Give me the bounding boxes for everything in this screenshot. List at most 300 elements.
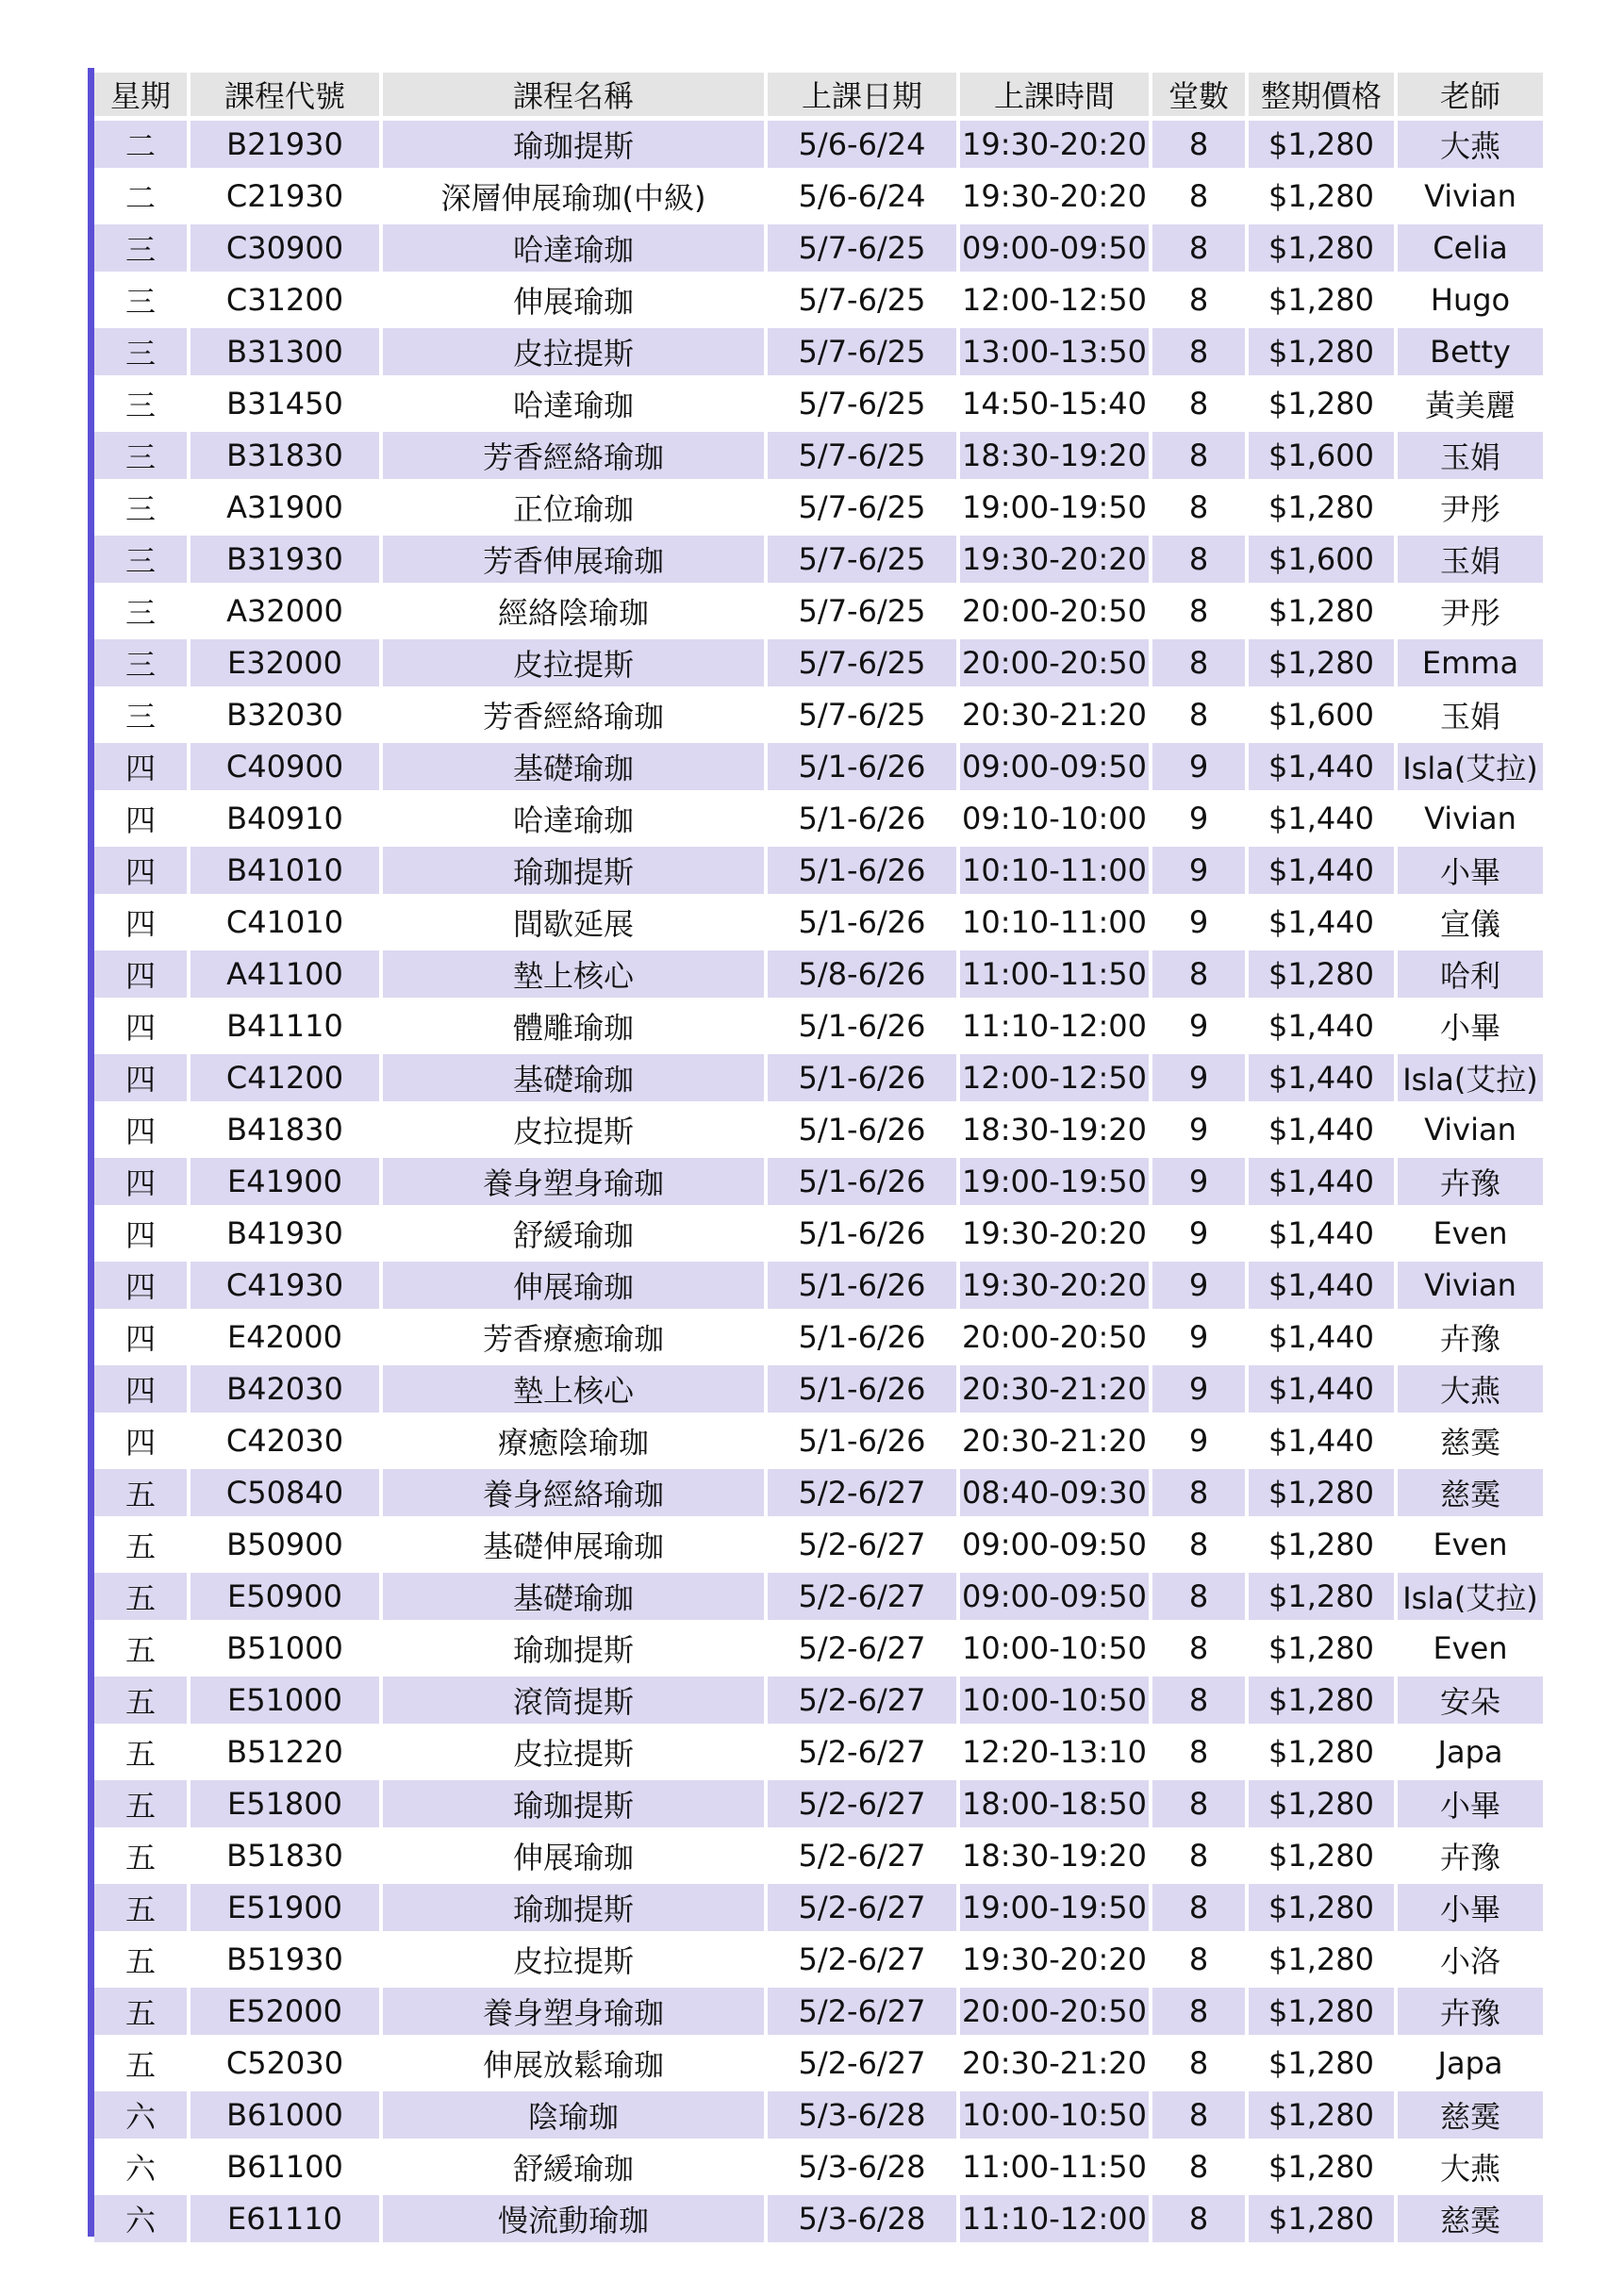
weekday-cell: 四 bbox=[94, 1002, 187, 1049]
course-name-cell: 養身經絡瑜珈 bbox=[379, 1469, 764, 1516]
class-time-cell: 08:40-09:30 bbox=[956, 1469, 1149, 1516]
table-row bbox=[94, 639, 1543, 686]
date-range-cell: 5/1-6/26 bbox=[764, 1417, 956, 1464]
session-count-cell: 8 bbox=[1149, 1573, 1245, 1620]
class-time-cell: 11:00-11:50 bbox=[956, 2143, 1149, 2190]
weekday-cell: 二 bbox=[94, 121, 187, 168]
class-time-cell: 09:00-09:50 bbox=[956, 224, 1149, 272]
price-cell: $1,280 bbox=[1245, 484, 1394, 531]
course-name-cell: 滾筒提斯 bbox=[379, 1677, 764, 1724]
price-cell: $1,280 bbox=[1245, 1884, 1394, 1931]
course-name-cell: 皮拉提斯 bbox=[379, 1728, 764, 1776]
teacher-cell: 小畢 bbox=[1394, 1002, 1543, 1049]
session-count-cell: 9 bbox=[1149, 1210, 1245, 1257]
teacher-cell: 安朵 bbox=[1394, 1677, 1543, 1724]
price-cell: $1,280 bbox=[1245, 1988, 1394, 2035]
date-range-cell: 5/2-6/27 bbox=[764, 1884, 956, 1931]
price-cell: $1,280 bbox=[1245, 2143, 1394, 2190]
price-cell: $1,600 bbox=[1245, 691, 1394, 738]
table-row bbox=[94, 1728, 1543, 1776]
date-range-cell: 5/7-6/25 bbox=[764, 639, 956, 686]
teacher-cell: 小畢 bbox=[1394, 847, 1543, 894]
session-count-cell: 8 bbox=[1149, 276, 1245, 323]
session-count-cell: 9 bbox=[1149, 1262, 1245, 1309]
date-range-cell: 5/1-6/26 bbox=[764, 1365, 956, 1412]
table-row bbox=[94, 587, 1543, 635]
class-time-cell: 11:10-12:00 bbox=[956, 2195, 1149, 2242]
course-code-cell: B41010 bbox=[187, 847, 379, 894]
course-name-cell: 基礎伸展瑜珈 bbox=[379, 1521, 764, 1568]
price-cell: $1,280 bbox=[1245, 950, 1394, 998]
header-course-name: 課程名稱 bbox=[379, 73, 764, 116]
price-cell: $1,280 bbox=[1245, 328, 1394, 375]
session-count-cell: 9 bbox=[1149, 1002, 1245, 1049]
weekday-cell: 五 bbox=[94, 1677, 187, 1724]
price-cell: $1,440 bbox=[1245, 1002, 1394, 1049]
date-range-cell: 5/6-6/24 bbox=[764, 121, 956, 168]
session-count-cell: 8 bbox=[1149, 432, 1245, 479]
table-row bbox=[94, 1054, 1543, 1101]
session-count-cell: 8 bbox=[1149, 1988, 1245, 2035]
session-count-cell: 8 bbox=[1149, 950, 1245, 998]
teacher-cell: 尹彤 bbox=[1394, 484, 1543, 531]
class-time-cell: 20:30-21:20 bbox=[956, 2040, 1149, 2087]
table-row bbox=[94, 2195, 1543, 2242]
weekday-cell: 四 bbox=[94, 743, 187, 790]
table-row bbox=[94, 1106, 1543, 1153]
course-name-cell: 墊上核心 bbox=[379, 950, 764, 998]
date-range-cell: 5/7-6/25 bbox=[764, 276, 956, 323]
teacher-cell: 玉娟 bbox=[1394, 536, 1543, 583]
class-time-cell: 12:20-13:10 bbox=[956, 1728, 1149, 1776]
price-cell: $1,440 bbox=[1245, 1210, 1394, 1257]
weekday-cell: 三 bbox=[94, 380, 187, 427]
course-code-cell: C50840 bbox=[187, 1469, 379, 1516]
weekday-cell: 五 bbox=[94, 1832, 187, 1879]
course-code-cell: B32030 bbox=[187, 691, 379, 738]
session-count-cell: 9 bbox=[1149, 743, 1245, 790]
weekday-cell: 六 bbox=[94, 2091, 187, 2139]
table-row bbox=[94, 1002, 1543, 1049]
class-time-cell: 10:10-11:00 bbox=[956, 899, 1149, 946]
course-name-cell: 皮拉提斯 bbox=[379, 328, 764, 375]
course-name-cell: 基礎瑜珈 bbox=[379, 1573, 764, 1620]
course-code-cell: E51000 bbox=[187, 1677, 379, 1724]
date-range-cell: 5/2-6/27 bbox=[764, 1780, 956, 1827]
weekday-cell: 三 bbox=[94, 328, 187, 375]
course-code-cell: B31300 bbox=[187, 328, 379, 375]
price-cell: $1,440 bbox=[1245, 1106, 1394, 1153]
weekday-cell: 五 bbox=[94, 1884, 187, 1931]
course-code-cell: B31830 bbox=[187, 432, 379, 479]
teacher-cell: 慈霙 bbox=[1394, 2195, 1543, 2242]
date-range-cell: 5/1-6/26 bbox=[764, 1262, 956, 1309]
class-time-cell: 18:30-19:20 bbox=[956, 1832, 1149, 1879]
class-time-cell: 10:00-10:50 bbox=[956, 1677, 1149, 1724]
accent-bar bbox=[88, 68, 94, 2237]
table-row bbox=[94, 950, 1543, 998]
course-code-cell: E41900 bbox=[187, 1158, 379, 1205]
session-count-cell: 8 bbox=[1149, 691, 1245, 738]
teacher-cell: 尹彤 bbox=[1394, 587, 1543, 635]
course-name-cell: 伸展瑜珈 bbox=[379, 276, 764, 323]
course-name-cell: 伸展瑜珈 bbox=[379, 1262, 764, 1309]
teacher-cell: Betty bbox=[1394, 328, 1543, 375]
date-range-cell: 5/2-6/27 bbox=[764, 1728, 956, 1776]
class-time-cell: 18:30-19:20 bbox=[956, 1106, 1149, 1153]
course-code-cell: E50900 bbox=[187, 1573, 379, 1620]
class-time-cell: 10:00-10:50 bbox=[956, 1625, 1149, 1672]
table-row bbox=[94, 1521, 1543, 1568]
price-cell: $1,440 bbox=[1245, 899, 1394, 946]
session-count-cell: 9 bbox=[1149, 1054, 1245, 1101]
date-range-cell: 5/2-6/27 bbox=[764, 1625, 956, 1672]
price-cell: $1,280 bbox=[1245, 1521, 1394, 1568]
session-count-cell: 9 bbox=[1149, 1106, 1245, 1153]
header-date-range: 上課日期 bbox=[764, 73, 956, 116]
price-cell: $1,280 bbox=[1245, 639, 1394, 686]
weekday-cell: 三 bbox=[94, 432, 187, 479]
course-name-cell: 瑜珈提斯 bbox=[379, 1625, 764, 1672]
date-range-cell: 5/7-6/25 bbox=[764, 536, 956, 583]
price-cell: $1,280 bbox=[1245, 2195, 1394, 2242]
class-time-cell: 09:10-10:00 bbox=[956, 795, 1149, 842]
teacher-cell: Japa bbox=[1394, 1728, 1543, 1776]
course-name-cell: 瑜珈提斯 bbox=[379, 121, 764, 168]
course-name-cell: 基礎瑜珈 bbox=[379, 1054, 764, 1101]
course-code-cell: B31930 bbox=[187, 536, 379, 583]
course-code-cell: B51930 bbox=[187, 1936, 379, 1983]
weekday-cell: 四 bbox=[94, 795, 187, 842]
date-range-cell: 5/2-6/27 bbox=[764, 1936, 956, 1983]
course-name-cell: 皮拉提斯 bbox=[379, 1106, 764, 1153]
class-time-cell: 18:30-19:20 bbox=[956, 432, 1149, 479]
course-name-cell: 間歇延展 bbox=[379, 899, 764, 946]
teacher-cell: Hugo bbox=[1394, 276, 1543, 323]
table-row bbox=[94, 1262, 1543, 1309]
price-cell: $1,440 bbox=[1245, 847, 1394, 894]
weekday-cell: 四 bbox=[94, 1106, 187, 1153]
course-name-cell: 舒緩瑜珈 bbox=[379, 2143, 764, 2190]
table-row bbox=[94, 1573, 1543, 1620]
course-code-cell: B42030 bbox=[187, 1365, 379, 1412]
price-cell: $1,280 bbox=[1245, 276, 1394, 323]
table-row bbox=[94, 1417, 1543, 1464]
weekday-cell: 三 bbox=[94, 276, 187, 323]
table-row bbox=[94, 1158, 1543, 1205]
class-time-cell: 13:00-13:50 bbox=[956, 328, 1149, 375]
date-range-cell: 5/7-6/25 bbox=[764, 380, 956, 427]
header-teacher: 老師 bbox=[1394, 73, 1543, 116]
course-code-cell: A32000 bbox=[187, 587, 379, 635]
course-name-cell: 瑜珈提斯 bbox=[379, 1780, 764, 1827]
session-count-cell: 8 bbox=[1149, 173, 1245, 220]
course-code-cell: C52030 bbox=[187, 2040, 379, 2087]
teacher-cell: 卉豫 bbox=[1394, 1313, 1543, 1361]
weekday-cell: 三 bbox=[94, 639, 187, 686]
teacher-cell: Even bbox=[1394, 1210, 1543, 1257]
course-code-cell: B50900 bbox=[187, 1521, 379, 1568]
price-cell: $1,440 bbox=[1245, 1365, 1394, 1412]
weekday-cell: 三 bbox=[94, 536, 187, 583]
session-count-cell: 8 bbox=[1149, 224, 1245, 272]
course-name-cell: 哈達瑜珈 bbox=[379, 380, 764, 427]
course-name-cell: 陰瑜珈 bbox=[379, 2091, 764, 2139]
course-name-cell: 瑜珈提斯 bbox=[379, 847, 764, 894]
class-time-cell: 12:00-12:50 bbox=[956, 1054, 1149, 1101]
date-range-cell: 5/1-6/26 bbox=[764, 1106, 956, 1153]
weekday-cell: 五 bbox=[94, 1625, 187, 1672]
date-range-cell: 5/3-6/28 bbox=[764, 2195, 956, 2242]
teacher-cell: 玉娟 bbox=[1394, 691, 1543, 738]
course-code-cell: B61100 bbox=[187, 2143, 379, 2190]
table-row bbox=[94, 276, 1543, 323]
class-time-cell: 19:30-20:20 bbox=[956, 1210, 1149, 1257]
price-cell: $1,280 bbox=[1245, 1469, 1394, 1516]
teacher-cell: 哈利 bbox=[1394, 950, 1543, 998]
class-time-cell: 20:00-20:50 bbox=[956, 587, 1149, 635]
weekday-cell: 四 bbox=[94, 1313, 187, 1361]
teacher-cell: 黃美麗 bbox=[1394, 380, 1543, 427]
weekday-cell: 三 bbox=[94, 691, 187, 738]
teacher-cell: Isla(艾拉) bbox=[1394, 1573, 1543, 1620]
session-count-cell: 8 bbox=[1149, 1677, 1245, 1724]
price-cell: $1,280 bbox=[1245, 1832, 1394, 1879]
table-row bbox=[94, 1365, 1543, 1412]
weekday-cell: 五 bbox=[94, 1469, 187, 1516]
table-row bbox=[94, 691, 1543, 738]
date-range-cell: 5/1-6/26 bbox=[764, 795, 956, 842]
teacher-cell: Vivian bbox=[1394, 1106, 1543, 1153]
table-row bbox=[94, 1469, 1543, 1516]
session-count-cell: 8 bbox=[1149, 1625, 1245, 1672]
teacher-cell: Isla(艾拉) bbox=[1394, 1054, 1543, 1101]
course-name-cell: 養身塑身瑜珈 bbox=[379, 1988, 764, 2035]
price-cell: $1,280 bbox=[1245, 587, 1394, 635]
course-code-cell: E51800 bbox=[187, 1780, 379, 1827]
course-code-cell: C21930 bbox=[187, 173, 379, 220]
table-row bbox=[94, 847, 1543, 894]
class-time-cell: 19:30-20:20 bbox=[956, 173, 1149, 220]
header-session-count: 堂數 bbox=[1149, 73, 1245, 116]
table-row bbox=[94, 2091, 1543, 2139]
date-range-cell: 5/2-6/27 bbox=[764, 1677, 956, 1724]
session-count-cell: 8 bbox=[1149, 380, 1245, 427]
class-time-cell: 18:00-18:50 bbox=[956, 1780, 1149, 1827]
course-code-cell: E52000 bbox=[187, 1988, 379, 2035]
course-code-cell: E61110 bbox=[187, 2195, 379, 2242]
class-time-cell: 12:00-12:50 bbox=[956, 276, 1149, 323]
course-code-cell: B40910 bbox=[187, 795, 379, 842]
weekday-cell: 四 bbox=[94, 1262, 187, 1309]
class-time-cell: 10:00-10:50 bbox=[956, 2091, 1149, 2139]
teacher-cell: 小畢 bbox=[1394, 1884, 1543, 1931]
course-schedule-table bbox=[94, 68, 1543, 2247]
table-row bbox=[94, 1210, 1543, 1257]
course-name-cell: 芳香療癒瑜珈 bbox=[379, 1313, 764, 1361]
table-row bbox=[94, 536, 1543, 583]
table-row bbox=[94, 2143, 1543, 2190]
weekday-cell: 五 bbox=[94, 1728, 187, 1776]
weekday-cell: 三 bbox=[94, 587, 187, 635]
date-range-cell: 5/1-6/26 bbox=[764, 1158, 956, 1205]
course-name-cell: 哈達瑜珈 bbox=[379, 224, 764, 272]
weekday-cell: 四 bbox=[94, 1417, 187, 1464]
price-cell: $1,280 bbox=[1245, 1936, 1394, 1983]
course-name-cell: 瑜珈提斯 bbox=[379, 1884, 764, 1931]
course-name-cell: 療癒陰瑜珈 bbox=[379, 1417, 764, 1464]
header-course-code: 課程代號 bbox=[187, 73, 379, 116]
date-range-cell: 5/6-6/24 bbox=[764, 173, 956, 220]
teacher-cell: 宣儀 bbox=[1394, 899, 1543, 946]
course-name-cell: 經絡陰瑜珈 bbox=[379, 587, 764, 635]
weekday-cell: 五 bbox=[94, 1521, 187, 1568]
teacher-cell: Celia bbox=[1394, 224, 1543, 272]
session-count-cell: 8 bbox=[1149, 1521, 1245, 1568]
course-code-cell: B41110 bbox=[187, 1002, 379, 1049]
date-range-cell: 5/2-6/27 bbox=[764, 2040, 956, 2087]
price-cell: $1,440 bbox=[1245, 743, 1394, 790]
weekday-cell: 四 bbox=[94, 1365, 187, 1412]
teacher-cell: 小洛 bbox=[1394, 1936, 1543, 1983]
course-code-cell: C41010 bbox=[187, 899, 379, 946]
course-name-cell: 伸展瑜珈 bbox=[379, 1832, 764, 1879]
price-cell: $1,600 bbox=[1245, 536, 1394, 583]
weekday-cell: 五 bbox=[94, 1780, 187, 1827]
course-code-cell: C41930 bbox=[187, 1262, 379, 1309]
teacher-cell: 慈霙 bbox=[1394, 1469, 1543, 1516]
course-code-cell: B41830 bbox=[187, 1106, 379, 1153]
course-name-cell: 舒緩瑜珈 bbox=[379, 1210, 764, 1257]
teacher-cell: 小畢 bbox=[1394, 1780, 1543, 1827]
weekday-cell: 二 bbox=[94, 173, 187, 220]
teacher-cell: Vivian bbox=[1394, 173, 1543, 220]
date-range-cell: 5/7-6/25 bbox=[764, 432, 956, 479]
date-range-cell: 5/1-6/26 bbox=[764, 743, 956, 790]
teacher-cell: 慈霙 bbox=[1394, 1417, 1543, 1464]
teacher-cell: 大燕 bbox=[1394, 2143, 1543, 2190]
price-cell: $1,440 bbox=[1245, 1262, 1394, 1309]
session-count-cell: 9 bbox=[1149, 1365, 1245, 1412]
date-range-cell: 5/2-6/27 bbox=[764, 1521, 956, 1568]
weekday-cell: 三 bbox=[94, 484, 187, 531]
date-range-cell: 5/7-6/25 bbox=[764, 587, 956, 635]
session-count-cell: 8 bbox=[1149, 587, 1245, 635]
course-name-cell: 養身塑身瑜珈 bbox=[379, 1158, 764, 1205]
class-time-cell: 10:10-11:00 bbox=[956, 847, 1149, 894]
session-count-cell: 8 bbox=[1149, 328, 1245, 375]
date-range-cell: 5/7-6/25 bbox=[764, 484, 956, 531]
price-cell: $1,600 bbox=[1245, 432, 1394, 479]
table-row bbox=[94, 1677, 1543, 1724]
teacher-cell: 大燕 bbox=[1394, 1365, 1543, 1412]
teacher-cell: Even bbox=[1394, 1625, 1543, 1672]
class-time-cell: 20:30-21:20 bbox=[956, 691, 1149, 738]
course-code-cell: B61000 bbox=[187, 2091, 379, 2139]
price-cell: $1,280 bbox=[1245, 1625, 1394, 1672]
header-weekday: 星期 bbox=[94, 73, 187, 116]
class-time-cell: 20:30-21:20 bbox=[956, 1417, 1149, 1464]
weekday-cell: 五 bbox=[94, 2040, 187, 2087]
table-row bbox=[94, 328, 1543, 375]
table-row bbox=[94, 1313, 1543, 1361]
price-cell: $1,440 bbox=[1245, 1313, 1394, 1361]
class-time-cell: 20:30-21:20 bbox=[956, 1365, 1149, 1412]
teacher-cell: 玉娟 bbox=[1394, 432, 1543, 479]
course-name-cell: 哈達瑜珈 bbox=[379, 795, 764, 842]
price-cell: $1,280 bbox=[1245, 2040, 1394, 2087]
session-count-cell: 8 bbox=[1149, 1936, 1245, 1983]
date-range-cell: 5/8-6/26 bbox=[764, 950, 956, 998]
session-count-cell: 8 bbox=[1149, 2091, 1245, 2139]
course-name-cell: 體雕瑜珈 bbox=[379, 1002, 764, 1049]
header-row bbox=[94, 73, 1543, 116]
teacher-cell: Emma bbox=[1394, 639, 1543, 686]
price-cell: $1,280 bbox=[1245, 224, 1394, 272]
course-code-cell: E42000 bbox=[187, 1313, 379, 1361]
course-name-cell: 慢流動瑜珈 bbox=[379, 2195, 764, 2242]
price-cell: $1,440 bbox=[1245, 1158, 1394, 1205]
date-range-cell: 5/2-6/27 bbox=[764, 1573, 956, 1620]
price-cell: $1,280 bbox=[1245, 2091, 1394, 2139]
weekday-cell: 五 bbox=[94, 1988, 187, 2035]
date-range-cell: 5/1-6/26 bbox=[764, 847, 956, 894]
course-name-cell: 芳香經絡瑜珈 bbox=[379, 691, 764, 738]
class-time-cell: 19:00-19:50 bbox=[956, 1158, 1149, 1205]
teacher-cell: Vivian bbox=[1394, 1262, 1543, 1309]
table-row bbox=[94, 1988, 1543, 2035]
date-range-cell: 5/3-6/28 bbox=[764, 2143, 956, 2190]
price-cell: $1,280 bbox=[1245, 121, 1394, 168]
course-name-cell: 墊上核心 bbox=[379, 1365, 764, 1412]
class-time-cell: 09:00-09:50 bbox=[956, 743, 1149, 790]
price-cell: $1,440 bbox=[1245, 1417, 1394, 1464]
session-count-cell: 9 bbox=[1149, 1313, 1245, 1361]
class-time-cell: 14:50-15:40 bbox=[956, 380, 1149, 427]
session-count-cell: 9 bbox=[1149, 847, 1245, 894]
table-row bbox=[94, 795, 1543, 842]
course-code-cell: C40900 bbox=[187, 743, 379, 790]
table-row bbox=[94, 1936, 1543, 1983]
weekday-cell: 五 bbox=[94, 1936, 187, 1983]
class-time-cell: 19:00-19:50 bbox=[956, 484, 1149, 531]
date-range-cell: 5/7-6/25 bbox=[764, 691, 956, 738]
session-count-cell: 8 bbox=[1149, 1832, 1245, 1879]
course-code-cell: C42030 bbox=[187, 1417, 379, 1464]
course-code-cell: B21930 bbox=[187, 121, 379, 168]
weekday-cell: 四 bbox=[94, 950, 187, 998]
course-code-cell: E32000 bbox=[187, 639, 379, 686]
teacher-cell: 卉豫 bbox=[1394, 1158, 1543, 1205]
date-range-cell: 5/1-6/26 bbox=[764, 1313, 956, 1361]
session-count-cell: 9 bbox=[1149, 795, 1245, 842]
schedule-body bbox=[94, 121, 1543, 2242]
class-time-cell: 19:30-20:20 bbox=[956, 536, 1149, 583]
table-row bbox=[94, 1884, 1543, 1931]
table-row bbox=[94, 1625, 1543, 1672]
session-count-cell: 9 bbox=[1149, 1417, 1245, 1464]
class-time-cell: 09:00-09:50 bbox=[956, 1521, 1149, 1568]
date-range-cell: 5/7-6/25 bbox=[764, 328, 956, 375]
table-row bbox=[94, 899, 1543, 946]
date-range-cell: 5/1-6/26 bbox=[764, 1210, 956, 1257]
course-code-cell: E51900 bbox=[187, 1884, 379, 1931]
session-count-cell: 9 bbox=[1149, 1158, 1245, 1205]
price-cell: $1,280 bbox=[1245, 1728, 1394, 1776]
session-count-cell: 8 bbox=[1149, 1469, 1245, 1516]
table-row bbox=[94, 1780, 1543, 1827]
course-name-cell: 伸展放鬆瑜珈 bbox=[379, 2040, 764, 2087]
